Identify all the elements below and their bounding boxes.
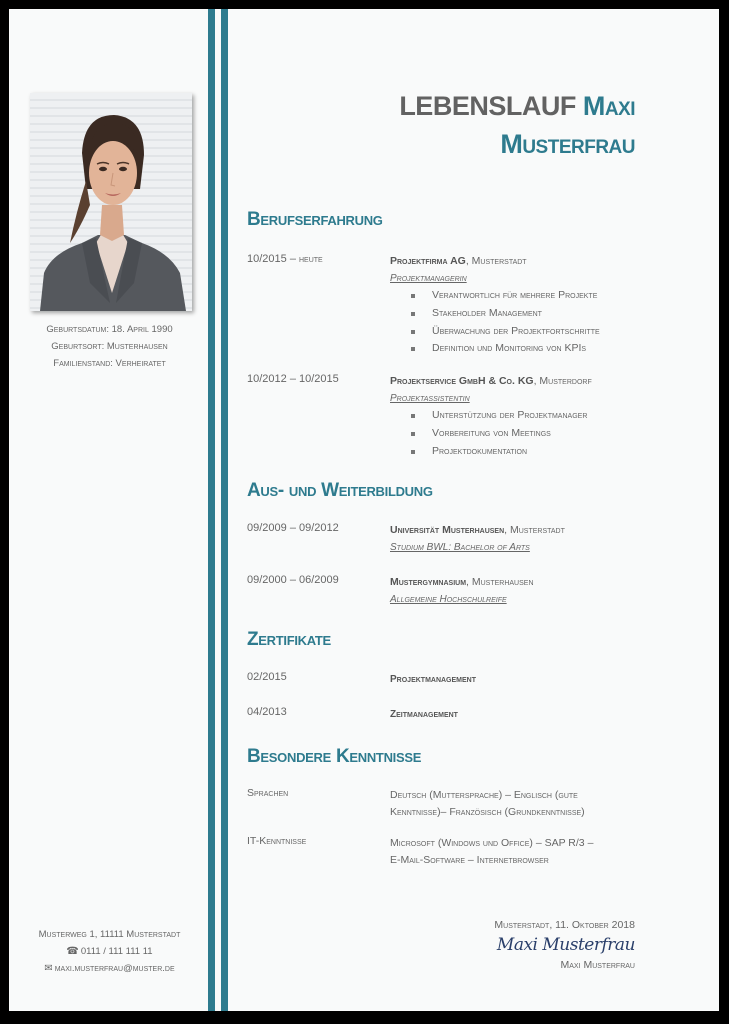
list-item: Stakeholder Management xyxy=(390,305,650,323)
place-date: Musterstadt, 11. Oktober 2018 xyxy=(494,919,635,931)
last-name: Musterfrau xyxy=(500,129,635,159)
institution-name: Universität Musterhausen xyxy=(390,524,505,536)
list-item: Projektdokumentation xyxy=(390,443,650,461)
accent-bar-left xyxy=(208,9,215,1011)
birth-date: Geburtsdatum: 18. April 1990 xyxy=(46,324,173,335)
birth-place: Geburtsort: Musterhausen xyxy=(51,341,168,352)
resume-page xyxy=(9,9,719,1011)
envelope-icon: ✉ xyxy=(44,963,53,974)
entry-date: 02/2015 xyxy=(247,671,287,683)
personal-info xyxy=(9,321,210,372)
entry-detail: Projektservice GmbH & Co. KG, Musterdorf Projektassistentin Unterstützung der Projektmanager Vorbereitung von Meetings Projektdokumentation xyxy=(390,373,650,460)
list-item: Unterstützung der Projektmanager xyxy=(390,407,650,425)
responsibility-list xyxy=(390,287,650,358)
degree: Allgemeine Hochschulreife xyxy=(390,594,507,605)
profile-photo xyxy=(30,93,192,311)
skill-detail: Deutsch (Muttersprache) – Englisch (gute Kenntnisse)– Französisch (Grundkenntnisse) xyxy=(390,789,585,818)
section-heading-certificates: Zertifikate xyxy=(247,629,331,650)
email-line xyxy=(9,960,210,977)
entry-detail xyxy=(390,671,650,688)
responsibility-list xyxy=(390,407,650,460)
institution-name: Mustergymnasium xyxy=(390,576,467,588)
section-heading-education: Aus- und Weiterbildung xyxy=(247,480,433,501)
certificate-name: Zeitmanagement xyxy=(390,709,458,720)
entry-date: 09/2000 – 06/2009 xyxy=(247,574,339,586)
entry-detail xyxy=(390,706,650,723)
job-title: Projektmanagerin xyxy=(390,273,467,284)
entry-date: 10/2012 – 10/2015 xyxy=(247,373,339,385)
list-item: Definition und Monitoring von KPIs xyxy=(390,340,650,358)
signature: Maxi Musterfrau xyxy=(496,935,635,955)
skill-detail: Microsoft (Windows und Office) – SAP R/3 – E-Mail-Software – Internetbrowser xyxy=(390,837,594,866)
job-title: Projektassistentin xyxy=(390,393,470,404)
phone-icon: ☎ xyxy=(66,946,79,957)
closing-block xyxy=(494,919,635,971)
first-name: Maxi xyxy=(582,91,635,121)
accent-bar-right xyxy=(221,9,228,1011)
address: Musterweg 1, 11111 Musterstadt xyxy=(38,929,181,940)
degree: Studium BWL: Bachelor of Arts xyxy=(390,542,530,553)
entry-detail: Universität Musterhausen, Musterstadt Studium BWL: Bachelor of Arts xyxy=(390,522,650,556)
certificate-name: Projektmanagement xyxy=(390,674,477,685)
signer-name: Maxi Musterfrau xyxy=(560,959,635,971)
list-item: Vorbereitung von Meetings xyxy=(390,425,650,443)
entry-date: 10/2015 – heute xyxy=(247,253,323,265)
entry-date: 09/2009 – 09/2012 xyxy=(247,522,339,534)
company-name: Projektservice GmbH & Co. KG xyxy=(390,375,534,387)
page-title xyxy=(399,87,635,163)
section-heading-experience: Berufserfahrung xyxy=(247,209,383,230)
entry-date: 04/2013 xyxy=(247,706,287,718)
phone-line xyxy=(9,943,210,960)
marital-status: Familienstand: Verheiratet xyxy=(53,358,166,369)
list-item: Verantwortlich für mehrere Projekte xyxy=(390,287,650,305)
entry-detail: Mustergymnasium, Musterhausen Allgemeine Hochschulreife xyxy=(390,574,650,608)
email-address: maxi.musterfrau@muster.de xyxy=(54,963,175,974)
title-prefix: LEBENSLAUF xyxy=(399,91,576,121)
section-heading-skills: Besondere Kenntnisse xyxy=(247,746,422,767)
skill-label: Sprachen xyxy=(247,787,289,799)
entry-detail: Projektfirma AG, Musterstadt Projektmanagerin Verantwortlich für mehrere Projekte Stakeholder Management Überwachung der Projektfortschritte Definition und Monitoring von KPIs xyxy=(390,253,650,358)
phone-number: 0111 / 111 111 11 xyxy=(80,946,153,957)
skill-label: IT-Kenntnisse xyxy=(247,835,307,847)
company-name: Projektfirma AG xyxy=(390,255,466,267)
contact-info xyxy=(9,926,210,977)
list-item: Überwachung der Projektfortschritte xyxy=(390,323,650,341)
